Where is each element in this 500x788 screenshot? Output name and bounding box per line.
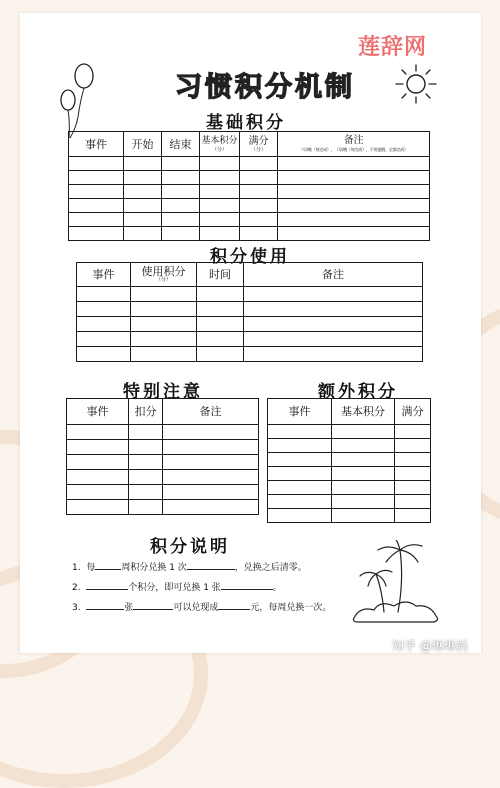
column-header: 备注 xyxy=(163,399,259,425)
table-row xyxy=(69,213,430,227)
page-title: 习惯积分机制 xyxy=(175,72,355,103)
balloon-icon xyxy=(56,62,101,142)
footer-attribution: 知乎 @琳琳妈 xyxy=(392,639,468,653)
extra-points-table xyxy=(267,398,431,523)
column-header: 基本积分 （分） xyxy=(200,132,240,157)
fill-blank[interactable] xyxy=(86,601,124,610)
table-row xyxy=(67,425,259,440)
basic-points-title: 基础积分 xyxy=(206,113,286,133)
column-header: 事件 xyxy=(268,399,332,425)
sun-icon xyxy=(393,63,439,105)
table-row xyxy=(77,317,423,332)
column-header: 开始 xyxy=(124,132,162,157)
table-row xyxy=(77,332,423,347)
column-header: 结束 xyxy=(162,132,200,157)
table-row xyxy=(268,467,431,481)
table-row xyxy=(268,481,431,495)
column-header: 事件 xyxy=(67,399,129,425)
special-notice-table xyxy=(66,398,259,515)
table-row xyxy=(268,425,431,439)
fill-blank[interactable] xyxy=(95,561,121,570)
watermark-logo: 莲辞网 xyxy=(358,35,428,60)
remark-column-header: 备注 （早/晚（每完成）、（早/晚（每完成），不用提醒、全都完成） xyxy=(278,132,430,157)
table-row xyxy=(69,171,430,185)
basic-points-table xyxy=(68,131,430,241)
column-header: 基本积分 xyxy=(332,399,395,425)
table-row xyxy=(77,287,423,302)
table-row xyxy=(67,485,259,500)
fill-blank[interactable] xyxy=(218,601,250,610)
column-header: 满分 （分） xyxy=(240,132,278,157)
column-header: 扣分 xyxy=(129,399,163,425)
column-header: 备注 xyxy=(244,263,423,287)
table-row xyxy=(69,227,430,241)
fill-blank[interactable] xyxy=(221,581,273,590)
points-usage-title: 积分使用 xyxy=(210,247,290,267)
table-row xyxy=(69,157,430,171)
fill-blank[interactable] xyxy=(86,581,128,590)
special-notice-title: 特别注意 xyxy=(123,382,203,402)
column-header: 满分 xyxy=(395,399,431,425)
column-header: 时间 xyxy=(197,263,244,287)
column-header: 事件 xyxy=(77,263,131,287)
fill-blank[interactable] xyxy=(187,561,235,570)
column-header: 使用积分 （分） xyxy=(131,263,197,287)
explanation-line-1: 1. 每 周积分兑换 1 次 ，兑换之后清零。 xyxy=(72,563,307,573)
table-row xyxy=(77,347,423,362)
table-row xyxy=(77,302,423,317)
table-row xyxy=(268,509,431,523)
column-header: 事件 xyxy=(69,132,124,157)
table-row xyxy=(268,495,431,509)
table-row xyxy=(268,453,431,467)
points-usage-table xyxy=(76,262,423,362)
fill-blank[interactable] xyxy=(133,601,173,610)
table-row xyxy=(67,455,259,470)
extra-points-title: 额外积分 xyxy=(318,382,398,402)
table-row xyxy=(69,199,430,213)
points-explanation-title: 积分说明 xyxy=(150,537,230,557)
table-row xyxy=(67,440,259,455)
palm-tree-island-icon xyxy=(350,540,445,625)
table-row xyxy=(69,185,430,199)
table-row xyxy=(67,470,259,485)
explanation-line-3: 3. 张 可以兑现成 元，每周兑换一次。 xyxy=(72,603,332,613)
table-row xyxy=(268,439,431,453)
explanation-line-2: 2. 个积分，即可兑换 1 张 。 xyxy=(72,583,282,593)
table-row xyxy=(67,500,259,515)
